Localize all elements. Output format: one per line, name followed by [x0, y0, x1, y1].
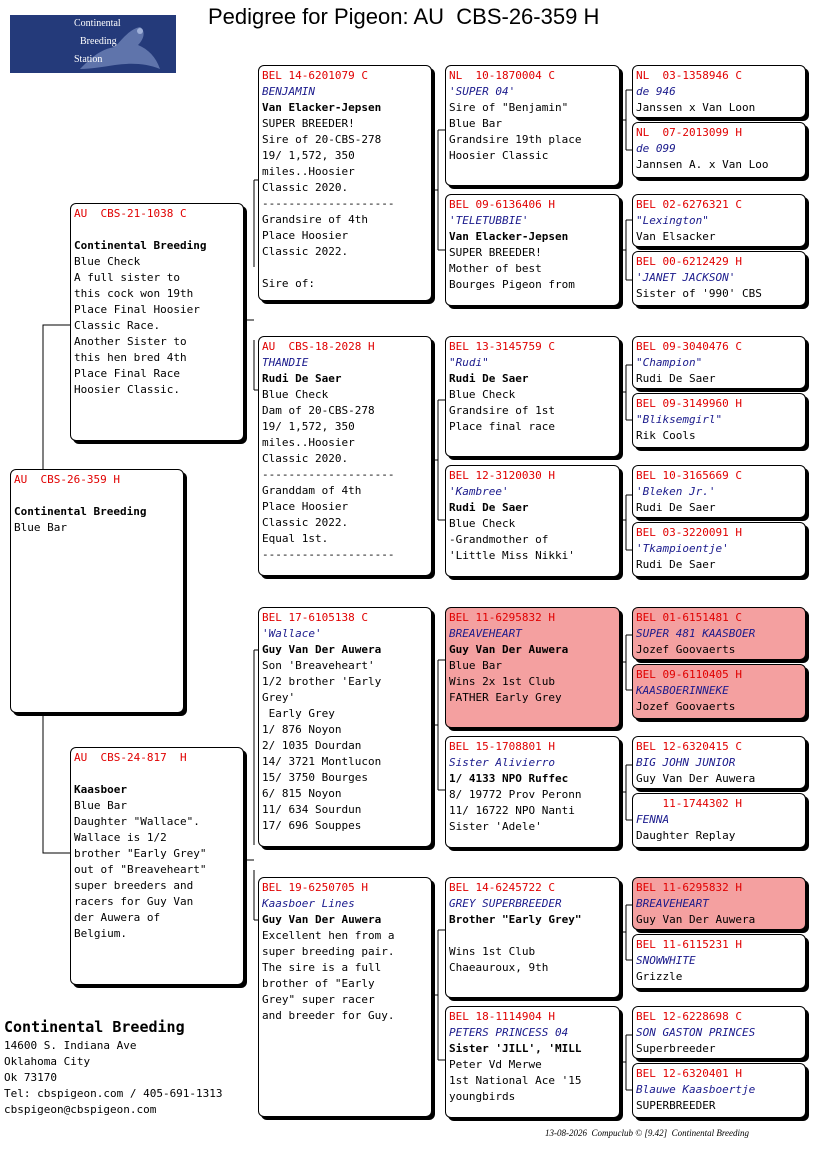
ring-number: BEL 12-6228698 C: [636, 1010, 742, 1023]
pigeon-name: SON GASTON PRINCES: [636, 1026, 756, 1039]
pigeon-name: de 099: [636, 142, 676, 155]
info-line: Dam of 20-CBS-278: [262, 404, 375, 417]
pigeon-name: BENJAMIN: [262, 85, 315, 98]
ring-number: BEL 09-6136406 H: [449, 198, 555, 211]
breeder-phone: Tel: cbspigeon.com / 405-691-1313: [4, 1087, 223, 1100]
breeder-line: Rudi De Saer: [449, 501, 529, 514]
info-line: 1/2 brother 'Early: [262, 675, 382, 688]
info-line: Classic Race.: [74, 319, 161, 332]
info-line: 11/ 634 Sourdun: [262, 803, 362, 816]
pigeon-card-sire-sire[interactable]: [258, 65, 432, 301]
info-line: 2/ 1035 Dourdan: [262, 739, 362, 752]
pigeon-card-sdd[interactable]: [445, 465, 620, 577]
info-line: Bourges Pigeon from: [449, 278, 575, 291]
info-line: Classic 2022.: [262, 516, 349, 529]
info-line: 19/ 1,572, 350: [262, 420, 355, 433]
ring-number: BEL 19-6250705 H: [262, 881, 368, 894]
pigeon-name: 'Bleken Jr.': [636, 485, 716, 498]
info-line: 17/ 696 Souppes: [262, 819, 362, 832]
info-line: Place Hoosier: [262, 500, 349, 513]
breeder-line: Continental Breeding: [74, 239, 207, 252]
info-line: Son 'Breaveheart': [262, 659, 375, 672]
ring-number: BEL 11-6295832 H: [449, 611, 555, 624]
pigeon-name: de 946: [636, 85, 676, 98]
ring-number: AU CBS-18-2028 H: [262, 340, 375, 353]
info-line: Equal 1st.: [262, 532, 329, 545]
pigeon-card-g11[interactable]: [632, 736, 806, 789]
ring-number: BEL 11-6295832 H: [636, 881, 742, 894]
info-line: Blue Check: [74, 255, 141, 268]
info-line: this cock won 19th: [74, 287, 194, 300]
info-line: Place Hoosier: [262, 229, 349, 242]
info-line: The sire is a full: [262, 961, 382, 974]
ring-number: NL 07-2013099 H: [636, 126, 742, 139]
breeder-address-2: Oklahoma City: [4, 1055, 91, 1068]
ring-number: BEL 09-3040476 C: [636, 340, 742, 353]
pigeon-name: "Champion": [636, 356, 703, 369]
ring-number: BEL 00-6212429 H: [636, 255, 742, 268]
info-line: Place Final Hoosier: [74, 303, 200, 316]
pigeon-name: BREAVEHEART: [636, 897, 709, 910]
ring-number: AU CBS-26-359 H: [14, 473, 120, 486]
breeder-line: Van Elacker-Jepsen: [262, 101, 382, 114]
pigeon-card-ddd[interactable]: [445, 1006, 620, 1118]
pigeon-card-g3[interactable]: [632, 194, 806, 247]
info-line: 14/ 3721 Montlucon: [262, 755, 382, 768]
pigeon-card-dsd[interactable]: [445, 736, 620, 848]
info-line: 6/ 815 Noyon: [262, 787, 342, 800]
pigeon-card-sss[interactable]: [445, 65, 620, 186]
pigeon-name: 'SUPER 04': [449, 85, 516, 98]
page-title: Pedigree for Pigeon: AU CBS-26-359 H: [208, 4, 600, 29]
info-line: Blue Check: [262, 388, 329, 401]
info-line: Peter Vd Merwe: [449, 1058, 542, 1071]
ring-number: BEL 14-6245722 C: [449, 881, 555, 894]
info-line: Blue Check: [449, 517, 516, 530]
info-line: Blue Bar: [14, 521, 67, 534]
pigeon-name: PETERS PRINCESS 04: [449, 1026, 569, 1039]
pigeon-name: "Lexington": [636, 214, 709, 227]
info-line: Belgium.: [74, 927, 127, 940]
info-line: A full sister to: [74, 271, 180, 284]
pigeon-name: Sister Alivierro: [449, 756, 555, 769]
info-line: Grizzle: [636, 970, 683, 983]
info-line: Chaeauroux, 9th: [449, 961, 549, 974]
pigeon-name: 'Tkampioentje': [636, 542, 729, 555]
pigeon-name: GREY SUPERBREEDER: [449, 897, 562, 910]
info-line: Rik Cools: [636, 429, 696, 442]
info-line: Jannsen A. x Van Loo: [636, 158, 769, 171]
pigeon-card-subject[interactable]: [10, 469, 184, 713]
breeder-contact: [4, 1016, 223, 1118]
info-line: Another Sister to: [74, 335, 187, 348]
ring-number: NL 10-1870004 C: [449, 69, 555, 82]
pigeon-name: "Bliksemgirl": [636, 413, 723, 426]
info-line: Daughter Replay: [636, 829, 736, 842]
ring-number: BEL 12-3120030 H: [449, 469, 555, 482]
pigeon-name: FENNA: [636, 813, 670, 826]
pigeon-name: BIG JOHN JUNIOR: [636, 756, 736, 769]
info-line: FATHER Early Grey: [449, 691, 562, 704]
pigeon-card-g6[interactable]: [632, 393, 806, 448]
info-line: miles..Hoosier: [262, 436, 355, 449]
info-line: der Auwera of: [74, 911, 161, 924]
breeder-line: Guy Van Der Auwera: [262, 913, 382, 926]
info-line: Janssen x Van Loon: [636, 101, 756, 114]
pigeon-card-sds[interactable]: [445, 336, 620, 457]
breeder-line: Rudi De Saer: [449, 372, 529, 385]
pigeon-card-g2[interactable]: [632, 122, 806, 178]
pigeon-name: 'JANET JACKSON': [636, 271, 736, 284]
info-line: Sire of "Benjamin": [449, 101, 569, 114]
info-line: 8/ 19772 Prov Peronn: [449, 788, 582, 801]
breeder-name: Continental Breeding: [4, 1018, 185, 1036]
ring-number: BEL 18-1114904 H: [449, 1010, 555, 1023]
info-line: Rudi De Saer: [636, 372, 716, 385]
info-line: [449, 928, 619, 944]
breeder-line: Brother "Early Grey": [449, 913, 582, 926]
info-line: Blue Check: [449, 388, 516, 401]
pigeon-card-dds[interactable]: [445, 877, 620, 998]
pigeon-name: THANDIE: [262, 356, 309, 369]
info-line: -Grandmother of: [449, 533, 549, 546]
info-line: this hen bred 4th: [74, 351, 187, 364]
ring-number: BEL 17-6105138 C: [262, 611, 368, 624]
pigeon-card-g7[interactable]: [632, 465, 806, 518]
logo-line-3: Station: [74, 54, 103, 65]
info-line: and breeder for Guy.: [262, 1009, 395, 1022]
info-line: Rudi De Saer: [636, 558, 716, 571]
pigeon-card-g10[interactable]: [632, 664, 806, 719]
info-line: Sire of 20-CBS-278: [262, 133, 382, 146]
ring-number: BEL 10-3165669 C: [636, 469, 742, 482]
info-line: 15/ 3750 Bourges: [262, 771, 368, 784]
info-line: 1/ 876 Noyon: [262, 723, 342, 736]
pigeon-card-g16[interactable]: [632, 1063, 806, 1118]
info-line: super breeders and: [74, 879, 194, 892]
pigeon-card-dam-dam[interactable]: [258, 877, 432, 1117]
info-line: [74, 222, 243, 238]
ring-number: BEL 09-3149960 H: [636, 397, 742, 410]
pigeon-name: Blauwe Kaasboertje: [636, 1083, 756, 1096]
breeder-line: Guy Van Der Auwera: [262, 643, 382, 656]
info-line: Jozef Goovaerts: [636, 700, 736, 713]
info-line: Early Grey: [262, 707, 335, 720]
info-line: [74, 766, 243, 782]
pigeon-name: 'TELETUBBIE': [449, 214, 529, 227]
pigeon-name: "Rudi": [449, 356, 489, 369]
info-line: Jozef Goovaerts: [636, 643, 736, 656]
info-line: SUPERBREEDER: [636, 1099, 716, 1112]
pigeon-card-g9[interactable]: [632, 607, 806, 660]
info-line: Sister of '990' CBS: [636, 287, 762, 300]
pigeon-name: 'Wallace': [262, 627, 322, 640]
ring-number: BEL 12-6320401 H: [636, 1067, 742, 1080]
info-line: Granddam of 4th: [262, 484, 362, 497]
breeder-line: Sister 'JILL', 'MILL: [449, 1042, 582, 1055]
ring-number: BEL 14-6201079 C: [262, 69, 368, 82]
pigeon-name: SNOWWHITE: [636, 954, 696, 967]
ring-number: AU CBS-24-817 H: [74, 751, 187, 764]
pigeon-name: BREAVEHEART: [449, 627, 522, 640]
info-line: out of "Breaveheart": [74, 863, 207, 876]
pigeon-name: Kaasboer Lines: [262, 897, 355, 910]
breeder-line: Van Elacker-Jepsen: [449, 230, 569, 243]
info-line: Hoosier Classic.: [74, 383, 180, 396]
ring-number: BEL 09-6110405 H: [636, 668, 742, 681]
pigeon-card-g8[interactable]: [632, 522, 806, 577]
info-line: 11/ 16722 NPO Nanti: [449, 804, 575, 817]
pigeon-name: 'Kambree': [449, 485, 509, 498]
ring-number: AU CBS-21-1038 C: [74, 207, 187, 220]
ring-number: BEL 01-6151481 C: [636, 611, 742, 624]
info-line: brother "Early Grey": [74, 847, 207, 860]
info-line: Classic 2020.: [262, 452, 349, 465]
breeder-line: Rudi De Saer: [262, 372, 342, 385]
pigeon-card-g12[interactable]: [632, 793, 806, 848]
info-line: Mother of best: [449, 262, 542, 275]
info-line: Classic 2020.: [262, 181, 349, 194]
info-line: Blue Bar: [449, 117, 502, 130]
info-line: --------------------: [262, 468, 395, 481]
ring-number: NL 03-1358946 C: [636, 69, 742, 82]
info-line: Guy Van Der Auwera: [636, 913, 756, 926]
info-line: Hoosier Classic: [449, 149, 549, 162]
ring-number: BEL 15-1708801 H: [449, 740, 555, 753]
breeder-email[interactable]: cbspigeon@cbspigeon.com: [4, 1103, 157, 1116]
pigeon-card-dam[interactable]: [70, 747, 244, 985]
pigeon-card-g1[interactable]: [632, 65, 806, 118]
info-line: Daughter "Wallace".: [74, 815, 200, 828]
info-line: [14, 488, 183, 504]
info-line: SUPER BREEDER!: [262, 117, 355, 130]
info-line: Van Elsacker: [636, 230, 716, 243]
info-line: Classic 2022.: [262, 245, 349, 258]
pigeon-card-ssd[interactable]: [445, 194, 620, 306]
ring-number: BEL 03-3220091 H: [636, 526, 742, 539]
info-line: racers for Guy Van: [74, 895, 194, 908]
info-line: --------------------: [262, 197, 395, 210]
info-line: Sister 'Adele': [449, 820, 542, 833]
info-line: youngbirds: [449, 1090, 516, 1103]
breeder-line: Kaasboer: [74, 783, 127, 796]
info-line: super breeding pair.: [262, 945, 395, 958]
info-line: brother of "Early: [262, 977, 375, 990]
info-line: Sire of:: [262, 277, 315, 290]
pigeon-card-sire-dam[interactable]: [258, 336, 432, 576]
info-line: [262, 260, 431, 276]
info-line: Grandsire of 1st: [449, 404, 555, 417]
breeder-address-1: 14600 S. Indiana Ave: [4, 1039, 137, 1052]
pigeon-name: KAASBOERINNEKE: [636, 684, 729, 697]
info-line: SUPER BREEDER!: [449, 246, 542, 259]
info-line: Grandsire of 4th: [262, 213, 368, 226]
pigeon-card-g15[interactable]: [632, 1006, 806, 1059]
info-line: Rudi De Saer: [636, 501, 716, 514]
info-line: Blue Bar: [449, 659, 502, 672]
info-line: 'Little Miss Nikki': [449, 549, 575, 562]
info-line: Guy Van Der Auwera: [636, 772, 756, 785]
info-line: 19/ 1,572, 350: [262, 149, 355, 162]
logo-line-2: Breeding: [80, 36, 117, 47]
breeder-line: Guy Van Der Auwera: [449, 643, 569, 656]
breeder-line: 1/ 4133 NPO Ruffec: [449, 772, 569, 785]
breeder-line: Continental Breeding: [14, 505, 147, 518]
pigeon-card-dss[interactable]: [445, 607, 620, 728]
info-line: Place Final Race: [74, 367, 180, 380]
ring-number: BEL 13-3145759 C: [449, 340, 555, 353]
info-line: Place final race: [449, 420, 555, 433]
info-line: Wins 1st Club: [449, 945, 536, 958]
logo-line-1: Continental: [74, 18, 121, 29]
ring-number: BEL 11-6115231 H: [636, 938, 742, 951]
ring-number: 11-1744302 H: [636, 797, 742, 810]
info-line: 1st National Ace '15: [449, 1074, 582, 1087]
info-line: Grey" super racer: [262, 993, 375, 1006]
info-line: Wins 2x 1st Club: [449, 675, 555, 688]
breeder-address-3: Ok 73170: [4, 1071, 57, 1084]
pigeon-card-dam-sire[interactable]: [258, 607, 432, 847]
pigeon-card-g14[interactable]: [632, 934, 806, 989]
info-line: Excellent hen from a: [262, 929, 395, 942]
pigeon-name: SUPER 481 KAASBOER: [636, 627, 756, 640]
pigeon-card-g5[interactable]: [632, 336, 806, 389]
ring-number: BEL 02-6276321 C: [636, 198, 742, 211]
info-line: Blue Bar: [74, 799, 127, 812]
info-line: Wallace is 1/2: [74, 831, 167, 844]
pigeon-card-g13[interactable]: [632, 877, 806, 930]
pigeon-card-sire[interactable]: [70, 203, 244, 441]
pigeon-card-g4[interactable]: [632, 251, 806, 306]
ring-number: BEL 12-6320415 C: [636, 740, 742, 753]
info-line: Grandsire 19th place: [449, 133, 582, 146]
info-line: Superbreeder: [636, 1042, 716, 1055]
info-line: Grey': [262, 691, 296, 704]
info-line: miles..Hoosier: [262, 165, 355, 178]
info-line: --------------------: [262, 548, 395, 561]
print-stamp: 13-08-2026 Compuclub © [9.42] Continental Breeding: [545, 1128, 749, 1138]
